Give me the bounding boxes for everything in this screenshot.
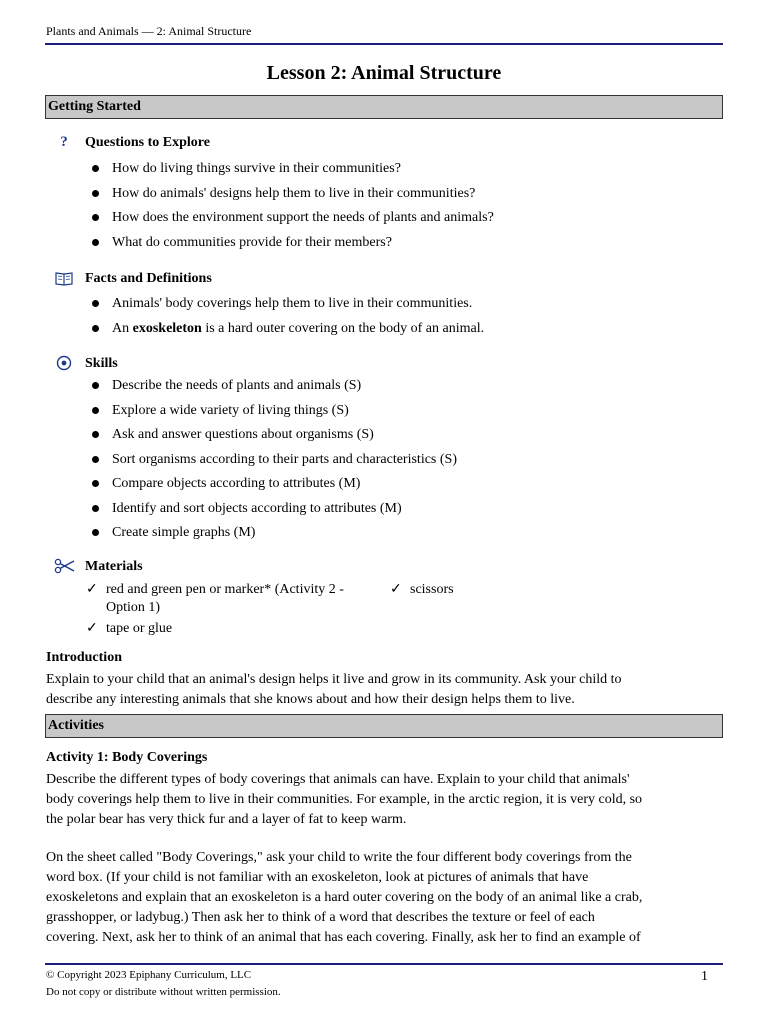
material-text: tape or glue: [106, 621, 173, 636]
list-item: Create simple graphs (M): [90, 524, 457, 549]
material-text-line2: Option 1): [106, 600, 161, 615]
material-text: [106, 581, 344, 617]
text-line: the polar bear has very thick fur and a layer of fat to keep warm.: [46, 812, 407, 827]
text-line: On the sheet called "Body Coverings," ask your child to write the four different body coverings from the: [46, 850, 632, 865]
list-item: Explore a wide variety of living things (S): [90, 402, 457, 427]
facts-list: [90, 295, 484, 344]
section-bar-getting-started: Getting Started: [45, 95, 723, 119]
term-exoskeleton: exoskeleton: [132, 320, 202, 336]
list-item: Identify and sort objects according to attributes (M): [90, 500, 457, 525]
question-icon: ?: [60, 134, 68, 150]
check-icon: ✓: [86, 582, 98, 597]
list-item: [90, 320, 484, 345]
activity1-paragraph-1: [46, 770, 726, 830]
text-line: word box. (If your child is not familiar with an exoskeleton, look at pictures of animals that have: [46, 870, 589, 885]
questions-heading: Questions to Explore: [85, 135, 210, 150]
check-icon: ✓: [86, 621, 98, 636]
page-number: 1: [701, 969, 708, 984]
material-text-line1: red and green pen or marker* (Activity 2 -: [106, 582, 344, 597]
text-line: Explain to your child that an animal's design helps it live and grow in its community. Ask your child to: [46, 672, 622, 687]
copyright-text: © Copyright 2023 Epiphany Curriculum, LLC: [46, 969, 252, 981]
facts-heading: Facts and Definitions: [85, 271, 212, 286]
questions-list: [90, 160, 494, 258]
list-item: How do living things survive in their communities?: [90, 160, 494, 185]
text-line: exoskeletons and explain that an exoskeleton is a hard outer covering on the body of an animal like a crab,: [46, 890, 643, 905]
book-icon: [54, 270, 74, 286]
fact-text-prefix: An: [112, 320, 133, 336]
skills-list: [90, 377, 457, 549]
list-item: What do communities provide for their members?: [90, 234, 494, 259]
text-line: Describe the different types of body coverings that animals can have. Explain to your child that animals': [46, 772, 630, 787]
materials-heading: Materials: [85, 559, 143, 574]
header-rule: [45, 43, 723, 45]
text-line: describe any interesting animals that she knows about and how their design helps them to live.: [46, 692, 575, 707]
list-item: Describe the needs of plants and animals (S): [90, 377, 457, 402]
fact-text-suffix: is a hard outer covering on the body of an animal.: [201, 320, 485, 336]
activity1-heading: Activity 1: Body Coverings: [46, 750, 208, 765]
activity1-paragraph-2: [46, 848, 726, 948]
material-item-tape: [86, 620, 286, 638]
introduction-heading: Introduction: [46, 650, 122, 665]
text-line: covering. Next, ask her to think of an animal that has each covering. Finally, ask her to find an example of: [46, 930, 641, 945]
list-item: Compare objects according to attributes (M): [90, 475, 457, 500]
target-icon: [54, 354, 74, 372]
skills-heading: Skills: [85, 356, 118, 371]
list-item: How do animals' designs help them to live in their communities?: [90, 185, 494, 210]
check-icon: ✓: [390, 582, 402, 597]
material-item-scissors: [390, 581, 510, 599]
page-title: Lesson 2: Animal Structure: [266, 62, 502, 84]
text-line: body coverings help them to live in their communities. For example, in the arctic region, it is very cold, so: [46, 792, 643, 807]
text-line: grasshopper, or ladybug.) Then ask her to think of a word that describes the texture or feel of each: [46, 910, 595, 925]
list-item: Animals' body coverings help them to live in their communities.: [90, 295, 484, 320]
material-item-markers: [86, 581, 386, 617]
list-item: How does the environment support the needs of plants and animals?: [90, 209, 494, 234]
footer-rule: [45, 963, 723, 965]
list-item: Ask and answer questions about organisms (S): [90, 426, 457, 451]
running-header: Plants and Animals — 2: Animal Structure: [46, 24, 252, 38]
material-text: scissors: [410, 582, 454, 597]
list-item: Sort organisms according to their parts and characteristics (S): [90, 451, 457, 476]
introduction-text: [46, 670, 726, 710]
scissors-icon: [54, 558, 74, 574]
distribution-notice: Do not copy or distribute without written permission.: [46, 986, 281, 998]
section-bar-activities: Activities: [45, 714, 723, 738]
